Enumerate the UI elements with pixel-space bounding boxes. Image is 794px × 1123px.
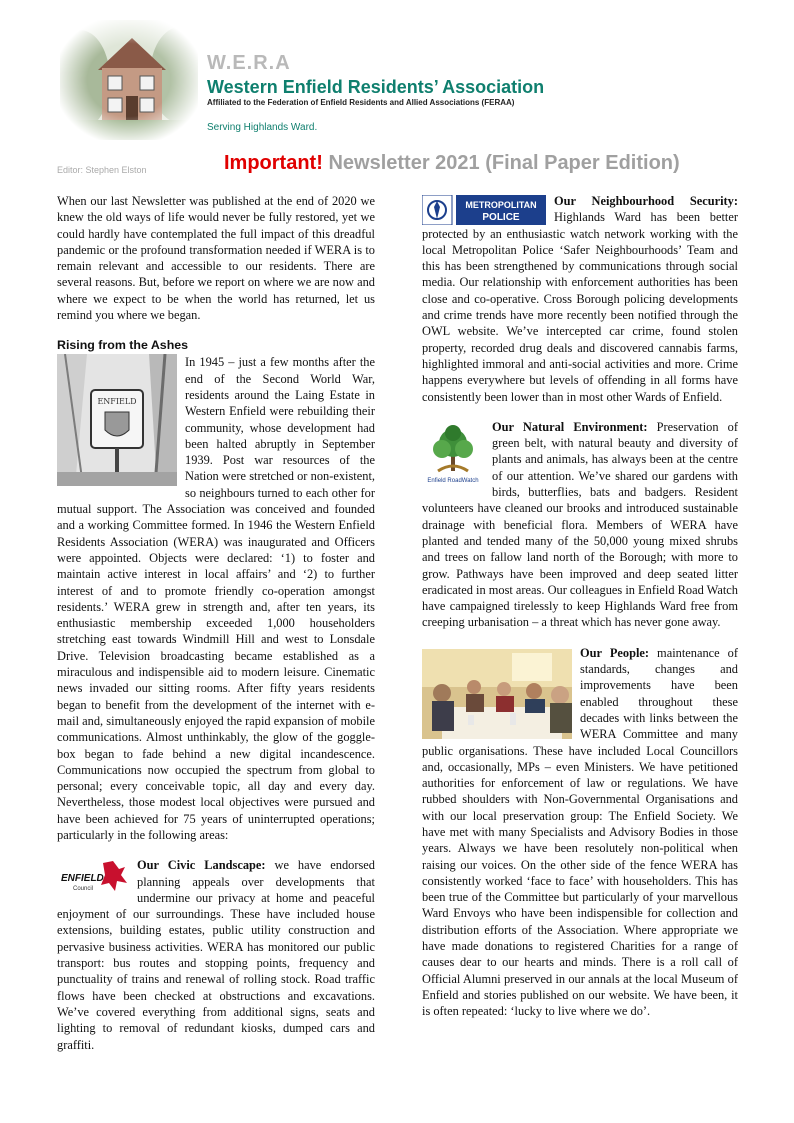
- left-column: [57, 193, 375, 1067]
- headline-edition: Newsletter 2021 (Final Paper Edition): [328, 152, 680, 174]
- civic-heading: Our Civic Landscape:: [137, 858, 266, 873]
- acronym-title: W.E.R.A: [207, 52, 291, 74]
- right-column: [422, 193, 738, 1034]
- enfield-roadwatch-logo: [422, 421, 484, 485]
- rising-heading: Rising from the Ashes: [57, 338, 189, 353]
- security-text: Highlands Ward has been better protected by an enthusiastic watch network working with the local Metropolitan Police ‘Safer Neighbourhoods’ Team and this has been strengthened by communications through social media. Our relationship with enforcement authorities has been close and co-operative. Cross Borough policing developments and crime trends have more recently been notified through the OWL website. We’ve intercepted car crime, found stolen property, recorded drug deals and discovered cannabis farms, highlighted immoral and anti-social activities and more. Crime happens everywhere but levels of offending in all forms have consistently been lower than in most other Wards of Enfield.: [422, 210, 738, 404]
- met-logo-line2: POLICE: [482, 212, 520, 223]
- enfield-council-logo: [57, 859, 129, 897]
- sign-text: ENFIELD: [97, 397, 137, 407]
- organisation-name: Western Enfield Residents’ Association: [207, 77, 545, 97]
- environment-text: Preservation of green belt, with natural beauty and diversity of plants and animals, has always been at the centre of our attention. We’ve shared our gardens with birds, butterflies, bats and badgers. Resident volunteers have cleaned our brooks and introduced sustainable drainage with beneficial flora. Members of WERA have planted and tended many of the 50,000 young mixed shrubs and trees on fallow land north of the Borough; with more to grow. Pathways have been improved and deep seated litter eradicated in most areas. Our colleagues in Enfield Road Watch have campaigned tirelessly to keep Highlands Ward free from creeping urbanisation – a threat which has never gone away.: [422, 419, 738, 630]
- environment-heading: Our Natural Environment:: [492, 419, 648, 434]
- people-meeting-photo: [422, 649, 572, 739]
- enfield-sign-photo: [57, 354, 177, 486]
- metropolitan-police-logo: [422, 195, 546, 225]
- people-heading: Our People:: [580, 645, 650, 660]
- intro-paragraph: When our last Newsletter was published at the end of 2020 we knew the old ways of life would never be fully restored, yet we could hardly have contemplated the full impact of this dreadful pandemic or the profound transformation needed if WERA is to remain relevant and accessible to our residents. There are several reasons. But, before we report on where we are now and where we expect to be when the world has returned, let us remind you where we began.: [57, 194, 375, 323]
- headline-important: Important!: [224, 152, 323, 174]
- council-logo-word: ENFIELD: [61, 873, 104, 885]
- security-heading: Our Neighbourhood Security:: [554, 194, 738, 208]
- header-house-photo: [60, 20, 198, 140]
- roadwatch-caption: Enfield RoadWatch: [427, 477, 479, 484]
- affiliation-line: Affiliated to the Federation of Enfield Residents and Allied Associations (FERAA): [207, 98, 515, 107]
- people-text: maintenance of standards, changes and improvements have been enabled throughout these decades with links between the WERA Committee and many public organisations. These have included Local Councillors and, occasionally, MPs – even Ministers. We have petitioned authorities for enforcement of law or regulations. We have rubbed shoulders with Non-Governmental Organisations and with our local preservation group: The Enfield Society. We have met with many Specialists and Advisory Bodies in those years. Always we have been resolutely non-political when raising our voices. On the other side of the fence WERA has consistently worked ‘face to face’ with householders. This has been true of the Committee but particularly of your marvellous Ward Envoys who have been indispensible for collection and distribution efforts of the Association. Where appropriate we have made donations to registered Charities for a range of causes dear to our hearts and minds. There is a roll call of Official Alumni preserved in our annals at the local Museum of Enfield and stories published on our website. We have been, it is often repeated: ‘lucky to live where we do’.: [422, 645, 739, 1019]
- people-section: [422, 645, 738, 1020]
- environment-section: [422, 419, 738, 631]
- rising-text: In 1945 – just a few months after the end of the Second World War, residents around the Laing Estate in Western Enfield were rebuilding their community, whose development had been halted abruptly in September 1939. Post war resources of the Nation were stretched or non-existent, so neighbours turned to each other for mutual support. The Association was conceived and founded and a working Committee formed. In 1946 the Western Enfield Residents Association (WERA) was inaugurated and Officers were appointed. Objects were declared: ‘1) to foster and maintain active interest in local affairs’ and ‘2) to further interest of and to promote friendly co-operation amongst residents.’ WERA grew in strength and, after ten years, its enthusiastic membership exceeded 1,000 householders stretching east towards Windmill Hill and west to Lonsdale Drive. Television broadcasting became established as a miraculous and indispensible aid to modern leisure. Cinematic news invaded our sitting rooms. After fifty years residents began to benefit from the development of the internet with e-mail and, simultaneously enjoyed the rapid expansion of mobile communications. Almost unthinkably, the glow of the goggle-box began to fade behind a new digital incandescence. Communications now occupied the spectrum from global to personal; every conceivable topic, all day and every day. Nevertheless, those modest local objectives were pursued and have been achieved for 75 years of uninterrupted operations; particularly in the following areas:: [57, 355, 375, 842]
- civic-section: [57, 857, 375, 1053]
- editor-credit: Editor: Stephen Elston: [57, 165, 147, 175]
- council-logo-sub: Council: [73, 886, 94, 893]
- newsletter-headline: [224, 151, 680, 175]
- civic-text: we have endorsed planning appeals over developments that undermine our privacy at home and peaceful enjoyment of our surroundings. These have included house extensions, building estates, public utility construction and pervasive business activities. WERA has monitored our public transport: bus routes and stopping points, frequency and punctuality of trains and renewal of rolling stock. Road traffic flows have been checked at obstructions and excavations. We’ve covered everything from additional signs, seats and lighting to removal of redundant kiosks, dumped cars and graffiti.: [57, 858, 376, 1052]
- met-logo-line1: METROPOLITAN: [465, 200, 537, 210]
- rising-section: [57, 354, 375, 843]
- security-section: [422, 193, 738, 405]
- serving-ward-line: Serving Highlands Ward.: [207, 122, 318, 133]
